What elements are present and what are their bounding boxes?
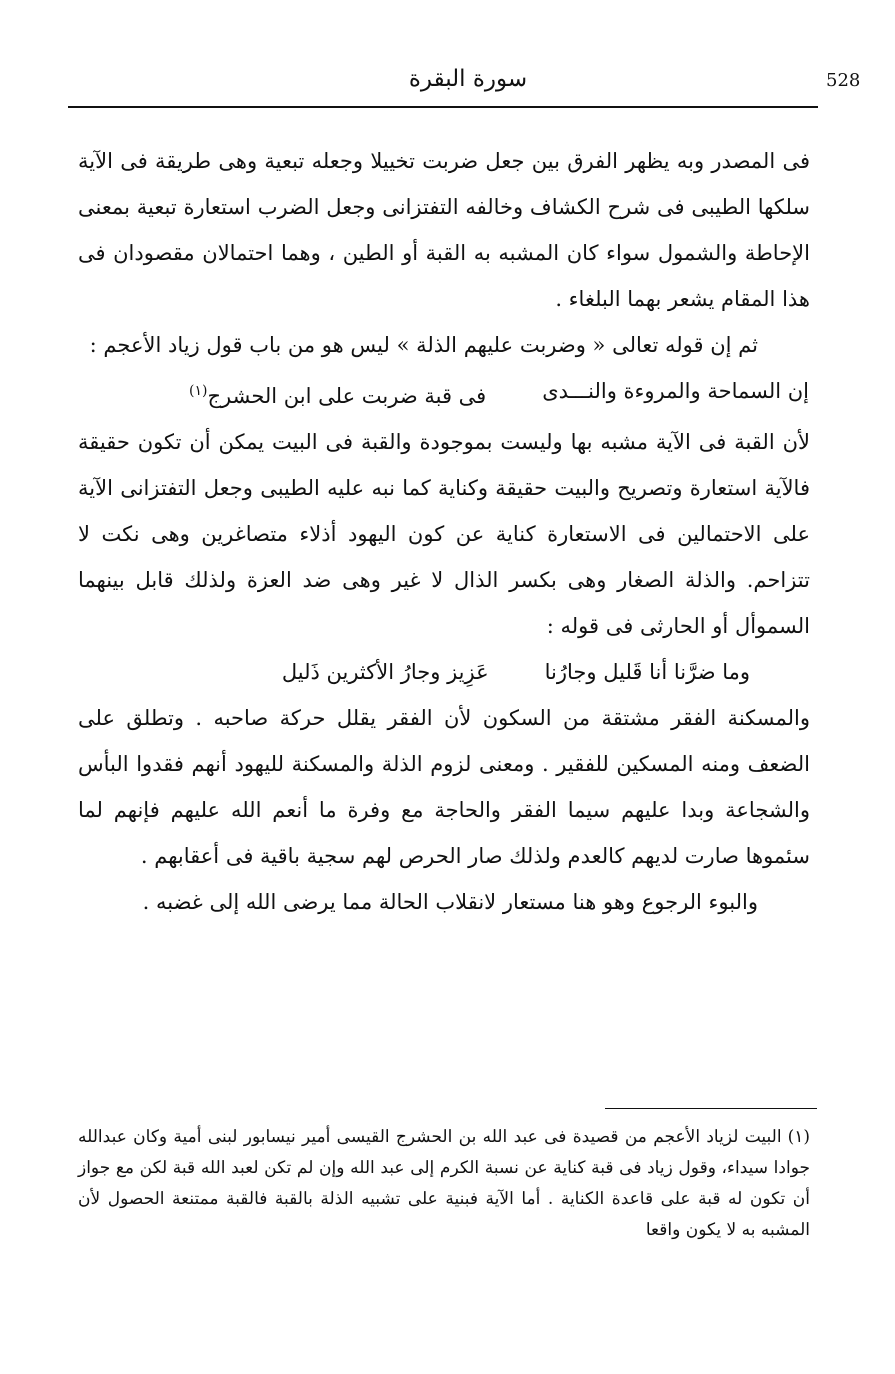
footnote-reference: (١) <box>189 383 208 399</box>
main-text <box>78 138 810 925</box>
paragraph-3: لأن القبة فى الآية مشبه بها وليست بموجودة والقبة فى البيت يمكن أن تكون حقيقة فالآية استعارة وتصريح والبيت حقيقة وكناية كما نبه عليه الطيبى وجعل التفتزانى الآية على الاحتمالين فى الاستعارة كناية عن كون اليهود أذلاء متصاغرين وهى نكت لا تتزاحم. والذلة الصغار وهى بكسر الذال لا غير وهى ضد العزة ولذلك قابل بينهما السموأل أو الحارثى فى قوله : <box>78 430 810 638</box>
surah-title: سورة البقرة <box>408 66 528 92</box>
verse-1-second-hemistich <box>189 368 486 419</box>
poetry-verse-2 <box>78 649 810 695</box>
paragraph-2: ثم إن قوله تعالى « وضربت عليهم الذلة » ليس هو من باب قول زياد الأعجم : <box>89 333 758 357</box>
verse-2-second-hemistich: عَزِيز وجارُ الأكثرين ذَليل <box>281 660 489 684</box>
footnote-1-marker: (١) <box>787 1127 810 1147</box>
footnote-1-text: البيت لزياد الأعجم من قصيدة فى عبد الله بن الحشرج القيسى أمير نيسابور لبنى أمية وكان عبدالله جوادا سيداء، وقول زياد فى قبة كناية عن نسبة الكرم إلى عبد الله وإن لم تكن لعبد الله قبة لكن مع جواز أن تكون له قبة على قاعدة الكناية . أما الآية فبنية على تشبيه الذلة بالقبة فالقبة ممتنعة الحصول لأن المشبه به لا يكون واقعا <box>78 1127 810 1240</box>
page-header <box>68 62 861 102</box>
paragraph-5: والبوء الرجوع وهو هنا مستعار لانقلاب الحالة مما يرضى الله إلى غضبه . <box>142 890 758 914</box>
verse-2-first-hemistich: وما ضرَّنا أنا قَليل وجارُنا <box>544 660 750 684</box>
verse-1-first-hemistich: إن السماحة والمروءة والنـــدى <box>542 379 810 403</box>
footnotes <box>78 1122 810 1246</box>
verse-1-second-text: فى قبة ضربت على ابن الحشرج <box>207 384 487 408</box>
footnote-rule <box>605 1108 817 1109</box>
paragraph-4: والمسكنة الفقر مشتقة من السكون لأن الفقر يقلل حركة صاحبه . وتطلق على الضعف ومنه المسكين للفقير . ومعنى لزوم الذلة والمسكنة لليهود أنهم فقدوا البأس والشجاعة وبدا عليهم سيما الفقر والحاجة مع وفرة ما أنعم الله عليهم فإنهم لما سئموها صارت لديهم كالعدم ولذلك صار الحرص لهم سجية باقية فى أعقابهم . <box>78 706 810 868</box>
paragraph-1: فى المصدر وبه يظهر الفرق بين جعل ضربت تخييلا وجعله تبعية وهى طريقة فى الآية سلكها الطيبى فى شرح الكشاف وخالفه التفتزانى وجعل الضرب استعارة تبعية بمعنى الإحاطة والشمول سواء كان المشبه به القبة أو الطين ، وهما احتمالان مقصودان فى هذا المقام يشعر بهما البلغاء . <box>78 149 810 311</box>
poetry-verse-1 <box>78 368 810 419</box>
page-number: 528 <box>826 70 861 91</box>
footnote-1 <box>78 1122 810 1246</box>
header-rule <box>68 106 818 108</box>
